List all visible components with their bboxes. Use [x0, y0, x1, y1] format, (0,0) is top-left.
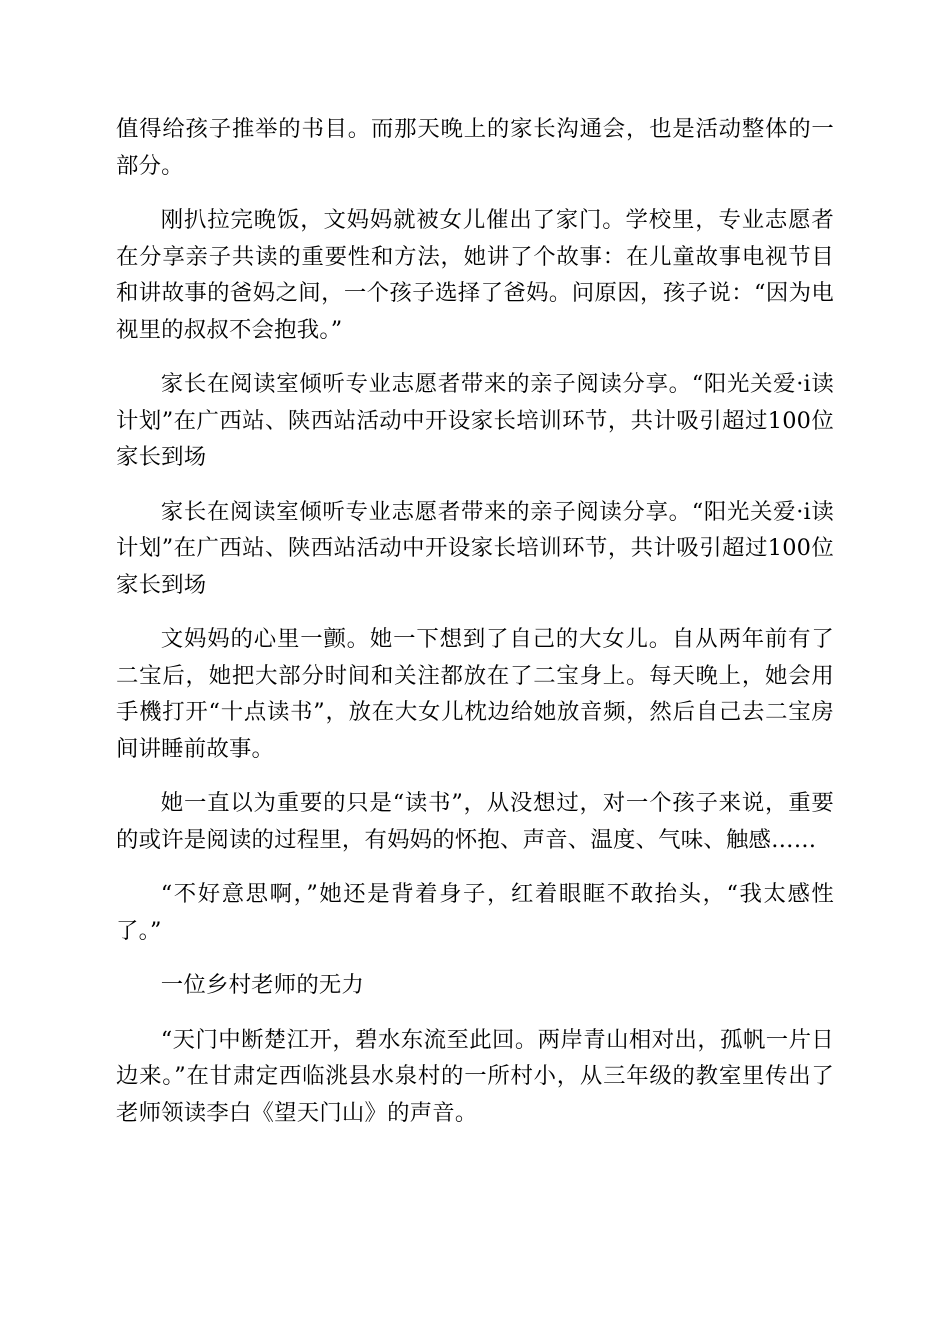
section-heading: 一位乡村老师的无力	[160, 972, 365, 998]
paragraph-4: 家长在阅读室倾听专业志愿者带来的亲子阅读分享。“阳光关爱·i读计划”在广西站、陕西站活动中开设家长培训环节，共计吸引超过100位家长到场	[116, 498, 834, 598]
paragraph-1: 值得给孩子推举的书目。而那天晚上的家长沟通会，也是活动整体的一部分。	[116, 116, 834, 179]
paragraph-3: 家长在阅读室倾听专业志愿者带来的亲子阅读分享。“阳光关爱·i读计划”在广西站、陕西站活动中开设家长培训环节，共计吸引超过100位家长到场	[116, 371, 834, 470]
paragraph-5: 文妈妈的心里一颤。她一下想到了自己的大女儿。自从两年前有了二宝后，她把大部分时间和关注都放在了二宝身上。每天晚上，她会用手機打开“十点读书”，放在大女儿枕边给她放音频，然后自己去二宝房间讲睡前故事。	[116, 626, 834, 762]
document-page	[116, 111, 834, 1149]
paragraph-9: “天门中断楚江开，碧水东流至此回。两岸青山相对出，孤帆一片日边来。”在甘肃定西临洮县水泉村的一所村小，从三年级的教室里传出了老师领读李白《望天门山》的声音。	[116, 1026, 834, 1126]
paragraph-7: “不好意思啊，”她还是背着身子，红着眼眶不敢抬头，“我太感性了。”	[116, 881, 834, 944]
paragraph-2: 刚扒拉完晚饭，文妈妈就被女儿催出了家门。学校里，专业志愿者在分享亲子共读的重要性和方法，她讲了个故事：在儿童故事电视节目和讲故事的爸妈之间，一个孩子选择了爸妈。问原因，孩子说：“因为电视里的叔叔不会抱我。”	[116, 207, 834, 343]
paragraph-6: 她一直以为重要的只是“读书”，从没想过，对一个孩子来说，重要的或许是阅读的过程里，有妈妈的怀抱、声音、温度、气味、触感……	[116, 790, 834, 853]
